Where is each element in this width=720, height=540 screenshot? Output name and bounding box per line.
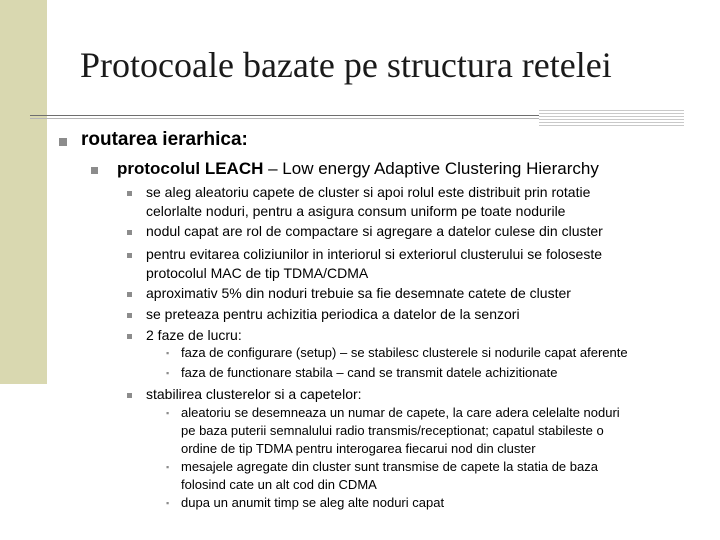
list-item bbox=[146, 326, 242, 345]
list-item-line: protocolul MAC de tip TDMA/CDMA bbox=[146, 265, 369, 281]
sub-item bbox=[181, 494, 444, 512]
phase-item: faza de functionare stabila – cand se transmit datele achizitionate bbox=[181, 365, 558, 380]
list-item-line: aproximativ 5% din noduri trebuie sa fie desemnate catete de cluster bbox=[146, 285, 571, 301]
sub-item bbox=[181, 404, 620, 458]
sub-item-bullet: ▪ bbox=[166, 498, 170, 508]
sub-item-line: pe baza puterii semnalului radio transmis/receptionat; capatul stabileste o bbox=[181, 423, 604, 438]
decorative-side-bar bbox=[0, 0, 47, 384]
item-bullet bbox=[127, 253, 132, 258]
level2-text bbox=[117, 159, 599, 179]
list-item bbox=[146, 284, 571, 303]
list-item bbox=[146, 222, 603, 241]
slide-title: Protocoale bazate pe structura retelei bbox=[80, 45, 612, 85]
item-bullet bbox=[127, 230, 132, 235]
sub-item-line: ordine de tip TDMA pentru interogarea fiecarui nod din cluster bbox=[181, 441, 536, 456]
list-item-line: nodul capat are rol de compactare si agregare a datelor culese din cluster bbox=[146, 223, 603, 239]
title-divider-secondary bbox=[30, 118, 539, 119]
list-item-line: se preteaza pentru achizitia periodica a datelor de la senzori bbox=[146, 306, 520, 322]
level1-bullet bbox=[59, 138, 67, 146]
level2-bullet bbox=[91, 167, 98, 174]
list-item-line: 2 faze de lucru: bbox=[146, 327, 242, 343]
sub-item-line: mesajele agregate din cluster sunt transmise de capete la statia de baza bbox=[181, 459, 598, 474]
list-item bbox=[146, 183, 590, 221]
list-item-line: celorlalte noduri, pentru a asigura consum uniform pe toate nodurile bbox=[146, 203, 566, 219]
sub-item bbox=[181, 458, 598, 494]
level2-rest-text: – Low energy Adaptive Clustering Hierarchy bbox=[263, 159, 599, 178]
sub-item-bullet: ▪ bbox=[166, 462, 170, 472]
list-item bbox=[146, 305, 520, 324]
item-bullet bbox=[127, 292, 132, 297]
list-item: stabilirea clusterelor si a capetelor: bbox=[146, 386, 362, 402]
sub-item-bullet: ▪ bbox=[166, 408, 170, 418]
sub-item-line: dupa un anumit timp se aleg alte noduri capat bbox=[181, 495, 445, 510]
sub-item-line: aleatoriu se desemneaza un numar de capete, la care adera celelalte noduri bbox=[181, 405, 620, 420]
sub-item-line: folosind cate un alt cod din CDMA bbox=[181, 477, 377, 492]
phase-bullet: ▪ bbox=[166, 368, 170, 378]
item-bullet bbox=[127, 393, 132, 398]
item-bullet bbox=[127, 313, 132, 318]
phase-bullet: ▪ bbox=[166, 348, 170, 358]
level2-bold-text: protocolul LEACH bbox=[117, 159, 264, 178]
item-bullet bbox=[127, 334, 132, 339]
decorative-hatch-pattern bbox=[539, 110, 684, 126]
level1-text: routarea ierarhica: bbox=[81, 129, 248, 150]
phase-item: faza de configurare (setup) – se stabilesc clusterele si nodurile capat aferente bbox=[181, 345, 628, 360]
list-item-line: pentru evitarea coliziunilor in interiorul si exteriorul clusterului se foloseste bbox=[146, 246, 602, 262]
list-item bbox=[146, 245, 602, 283]
item-bullet bbox=[127, 191, 132, 196]
list-item-line: se aleg aleatoriu capete de cluster si apoi rolul este distribuit prin rotatie bbox=[146, 184, 591, 200]
